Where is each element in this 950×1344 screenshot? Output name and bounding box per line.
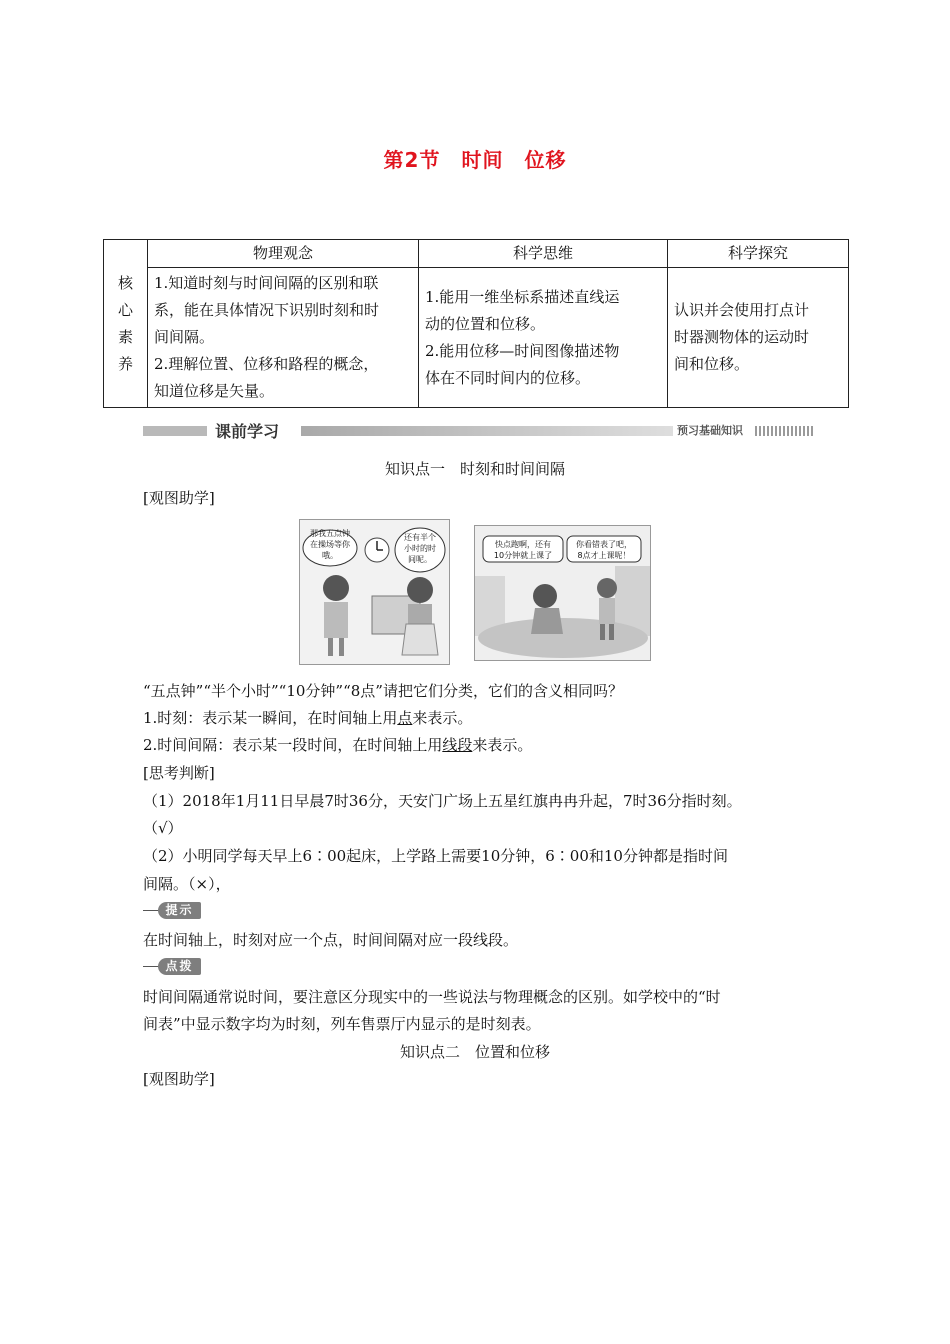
judgment-2-answer: 间隔。（×）， <box>143 875 231 893</box>
svg-text:10分钟就上课了: 10分钟就上课了 <box>493 551 553 560</box>
section-bar-right-label: 预习基础知识 <box>673 422 747 438</box>
header-scientific-thinking: 科学思维 <box>419 240 668 268</box>
svg-text:那我五点钟: 那我五点钟 <box>310 529 350 538</box>
dianbo-tag <box>143 958 203 975</box>
definition-instant: 1.时刻：表示某一瞬间，在时间轴上用点来表示。 <box>143 709 473 727</box>
judgment-2: （2）小明同学每天早上6∶00起床，上学路上需要10分钟，6∶00和10分钟都是指时间 <box>143 847 728 865</box>
cell-scientific-thinking: 1.能用一维坐标系描述直线运 动的位置和位移。 2.能用位移—时间图像描述物 体在不同时间内的位移。 <box>419 268 668 408</box>
dianbo-tag-label: 点拨 <box>158 958 201 975</box>
core-literacy-side-label: 核 心 素 养 <box>104 240 148 408</box>
svg-text:在操场等你: 在操场等你 <box>310 540 350 549</box>
cell-scientific-inquiry: 认识并会使用打点计 时器测物体的运动时 间和位移。 <box>668 268 849 408</box>
tip-tag-label: 提示 <box>158 902 201 919</box>
tip-text: 在时间轴上，时刻对应一个点，时间间隔对应一段线段。 <box>143 931 519 949</box>
judgment-1-answer: （√） <box>143 819 183 837</box>
svg-text:8点才上课呢！: 8点才上课呢！ <box>577 551 631 560</box>
svg-text:小时的时: 小时的时 <box>404 544 436 553</box>
kp2-guantu: [观图助学] <box>143 1070 215 1088</box>
page-title: 第2节 时间 位移 <box>383 148 567 172</box>
svg-text:间呢。: 间呢。 <box>408 555 432 564</box>
definition-interval-key: 线段 <box>442 736 473 754</box>
kp1-heading: 知识点一 时刻和时间间隔 <box>384 460 565 478</box>
tip-tag <box>143 902 203 919</box>
header-physics-concept: 物理观念 <box>148 240 419 268</box>
definition-instant-key: 点 <box>397 709 413 727</box>
kp1-question: “五点钟”“半个小时”“10分钟”“8点”请把它们分类，它们的含义相同吗？ <box>143 682 623 700</box>
core-literacy-table <box>103 239 849 408</box>
cell-physics-concept: 1.知道时刻与时间间隔的区别和联 系，能在具体情况下识别时刻和时 间间隔。 2.理解位置、位移和路程的概念， 知道位移是矢量。 <box>148 268 419 408</box>
late-for-class-illustration <box>474 525 651 661</box>
dianbo-text-line1: 时间间隔通常说时间，要注意区分现实中的一些说法与物理概念的区别。如学校中的“时 <box>143 988 721 1006</box>
svg-text:快点跑啊，还有: 快点跑啊，还有 <box>495 540 551 549</box>
kp2-heading: 知识点二 位置和位移 <box>399 1043 550 1061</box>
svg-text:还有半个: 还有半个 <box>404 533 436 542</box>
header-scientific-inquiry: 科学探究 <box>668 240 849 268</box>
definition-interval: 2.时间间隔：表示某一段时间，在时间轴上用线段来表示。 <box>143 736 533 754</box>
dianbo-text-line2: 间表”中显示数字均为时刻，列车售票厅内显示的是时刻表。 <box>143 1015 541 1033</box>
svg-text:哦。: 哦。 <box>322 551 338 560</box>
svg-text:你看错表了吧，: 你看错表了吧， <box>576 540 632 549</box>
section-bar <box>143 421 815 441</box>
kp1-guantu: [观图助学] <box>143 489 215 507</box>
section-bar-label: 课前学习 <box>215 422 280 441</box>
judgment-1: （1）2018年1月11日早晨7时36分，天安门广场上五星红旗冉冉升起，7时36分指时刻。 <box>143 792 742 810</box>
think-judge-label: [思考判断] <box>143 764 215 782</box>
clock-girls-illustration <box>299 519 450 665</box>
